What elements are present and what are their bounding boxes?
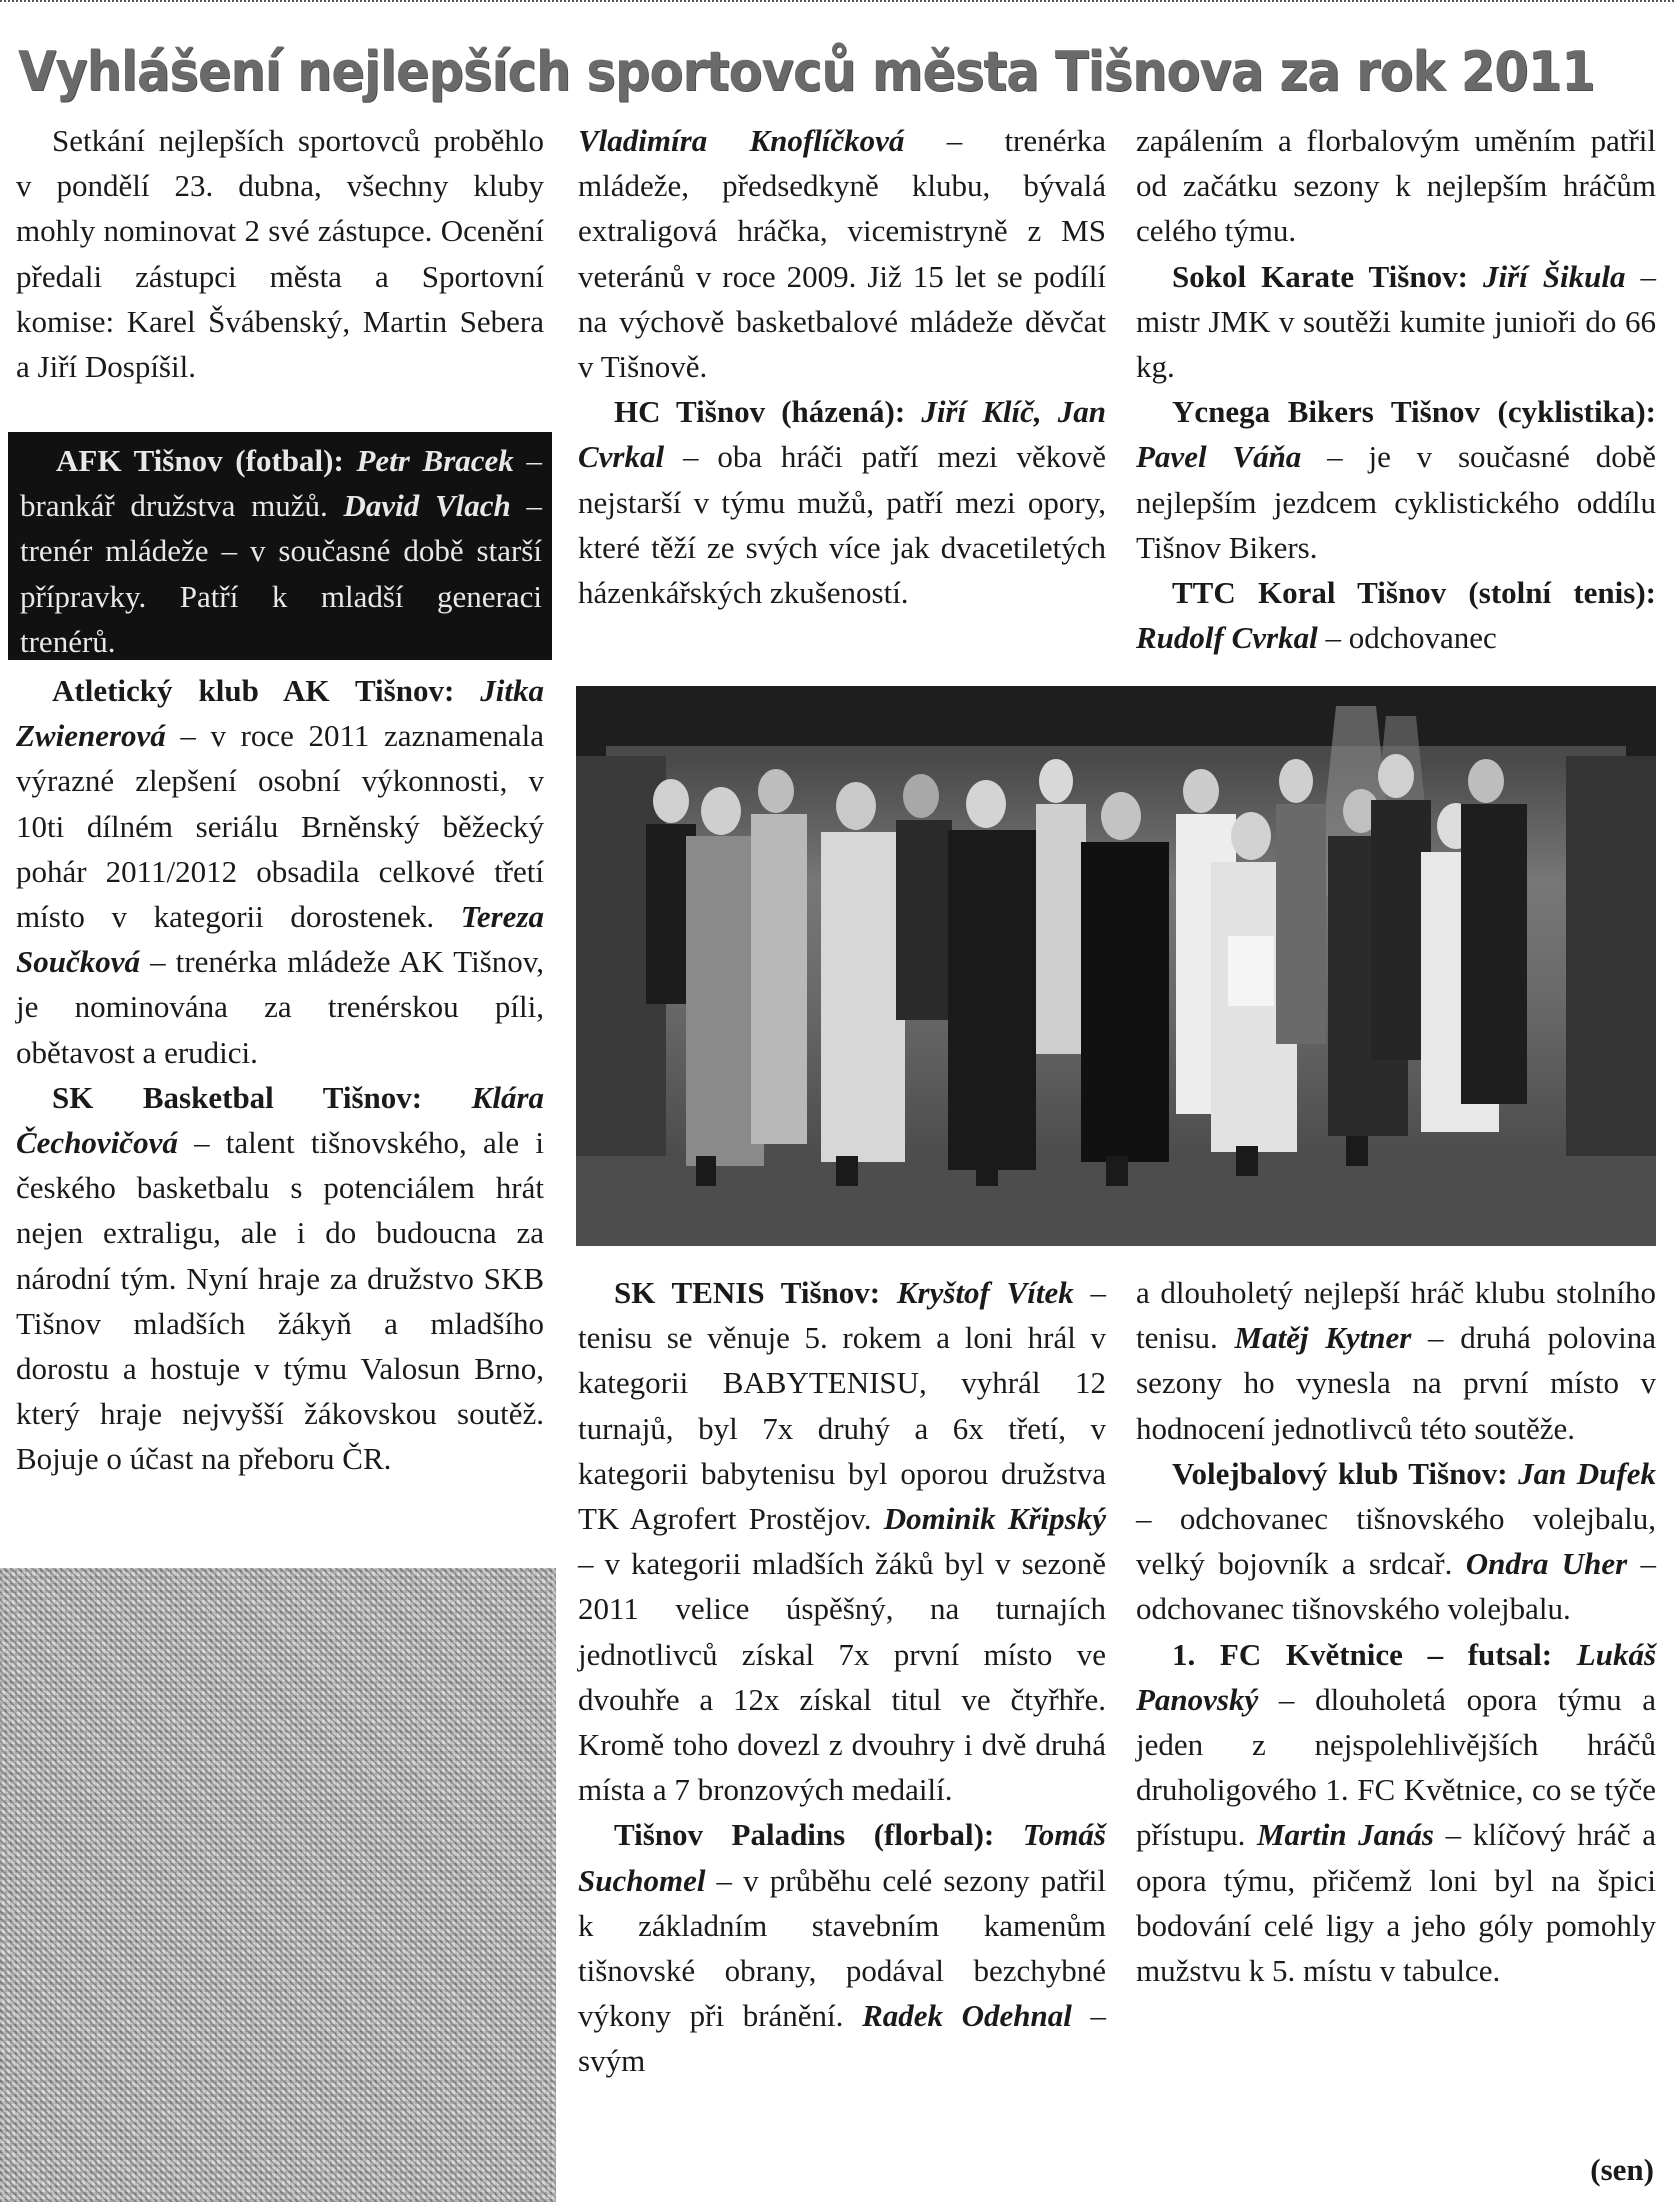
basket-paragraph-cont: Vladimíra Knoflíčková – trenérka mládeže, předsedkyně klubu, bývalá extraligová hráčka, vicemistryně z MS veteránů v roce 2009. Již 15 let se podílí na výchově basketbalové mládeže děvčat v Tišnově. <box>578 123 1106 385</box>
column-2 <box>578 118 1106 615</box>
volejbal-paragraph: Volejbalový klub Tišnov: Jan Dufek – odchovanec tišnovského volejbalu, velký bojovník a srdcař. Ondra Uher – odchovanec tišnovského volejbalu. <box>1136 1455 1657 1627</box>
tenis-paragraph: SK TENIS Tišnov: Kryštof Vítek – tenisu se věnuje 5. rokem a loni hrál v kategorii BABYTENISU, vyhrál 12 turnajů, byl 7x druhý a 6x třetí, v kategorii babytenisu byl oporou družstva TK Agrofert Prostějov. Dominik Křipský – v kategorii mladších žáků byl v sezoně 2011 velice úspěšný, na turnajích jednotlivců získal 7x první místo ve dvouhře a 12x získal titul ve čtyřhře. Kromě toho dovezl z dvouhry i dvě druhá místa a 7 bronzových medailí. <box>578 1275 1107 1808</box>
group-photo <box>576 686 1656 1246</box>
karate-paragraph: Sokol Karate Tišnov: Jiří Šikula – mistr JMK v soutěži kumite junioři do 66 kg. <box>1136 258 1656 385</box>
ttc-paragraph-cont: a dlouholetý nejlepší hráč klubu stolního tenisu. Matěj Kytner – druhá polovina sezony ho vynesla na první místo v hodnocení jednotlivců této soutěže. <box>1136 1275 1656 1446</box>
group-photo-illustration <box>576 686 1656 1246</box>
futsal-paragraph: 1. FC Květnice – futsal: Lukáš Panovský – dlouholetá opora týmu a jeden z nejspolehlivějších hráčů druholigového 1. FC Květnice, co se týče přístupu. Martin Janás – klíčový hráč a opora týmu, přičemž loni byl na špici bodování celé ligy a jeho góly pomohly mužstvu k 5. místu v tabulce. <box>1136 1636 1657 1989</box>
ak-paragraph: Atletický klub AK Tišnov: Jitka Zwienerová – v roce 2011 zaznamenala výrazné zlepšení osobní výkonnosti, v 10ti dílném seriálu Brněnský běžecký pohár 2011/2012 obsadila celkové třetí místo v kategorii dorostenek. Tereza Součková – trenérka mládeže AK Tišnov, je nominována za trenérskou píli, obětavost a erudici. <box>16 673 545 1070</box>
column-3-lower <box>1136 1270 1656 1993</box>
paladins-paragraph: Tišnov Paladins (florbal): Tomáš Suchomel – v průběhu celé sezony patřil k základním stavebním kamenům tišnovské obrany, podával bezchybné výkony při bránění. Radek Odehnal – svým <box>578 1817 1107 2079</box>
scan-noise-area <box>0 1568 556 2202</box>
hc-paragraph: HC Tišnov (házená): Jiří Klíč, Jan Cvrkal – oba hráči patří mezi věkově nejstarší v týmu mužů, patří mezi opory, které těží ze svých více jak dvacetiletých házenkářských zkušeností. <box>578 394 1106 611</box>
bikers-paragraph: Ycnega Bikers Tišnov (cyklistika): Pavel Váňa – je v současné době nejlepším jezdcem cyklistického oddílu Tišnov Bikers. <box>1136 394 1656 565</box>
column-3 <box>1136 118 1656 660</box>
ttc-paragraph: TTC Koral Tišnov (stolní tenis): Rudolf Cvrkal – odchovanec <box>1136 575 1656 656</box>
article-headline: Vyhlášení nejlepších sportovců města Tišnova za rok 2011 <box>18 40 1595 103</box>
column-1-lower <box>16 668 544 1482</box>
column-2-lower <box>578 1270 1106 2084</box>
afk-highlight-box <box>8 432 552 660</box>
afk-paragraph: AFK Tišnov (fotbal): Petr Bracek – brankář družstva mužů. David Vlach – trenér mládeže – v současné době starší přípravky. Patří k mladší generaci trenérů. <box>20 443 543 659</box>
author-signature: (sen) <box>1590 2152 1654 2187</box>
column-1 <box>16 118 544 389</box>
basket-paragraph: SK Basketbal Tišnov: Klára Čechovičová – talent tišnovského, ale i českého basketbalu s potenciálem hrát nejen extraligu, ale i do budoucna za národní tým. Nyní hraje za družstvo SKB Tišnov mladších žákyň a mladšího dorostu a hostuje v týmu Valosun Brno, který hraje nejvyšší žákovskou soutěž. Bojuje o účast na přeboru ČR. <box>16 1079 545 1477</box>
top-rule <box>0 0 1674 6</box>
intro-paragraph: Setkání nejlepších sportovců proběhlo v pondělí 23. dubna, všechny kluby mohly nominovat 2 své zástupce. Ocenění předali zástupci města a Sportovní komise: Karel Švábenský, Martin Sebera a Jiří Dospíšil. <box>16 123 544 385</box>
florbal-continuation: zapálením a florbalovým uměním patřil od začátku sezony k nejlepším hráčům celého týmu. <box>1136 123 1656 249</box>
